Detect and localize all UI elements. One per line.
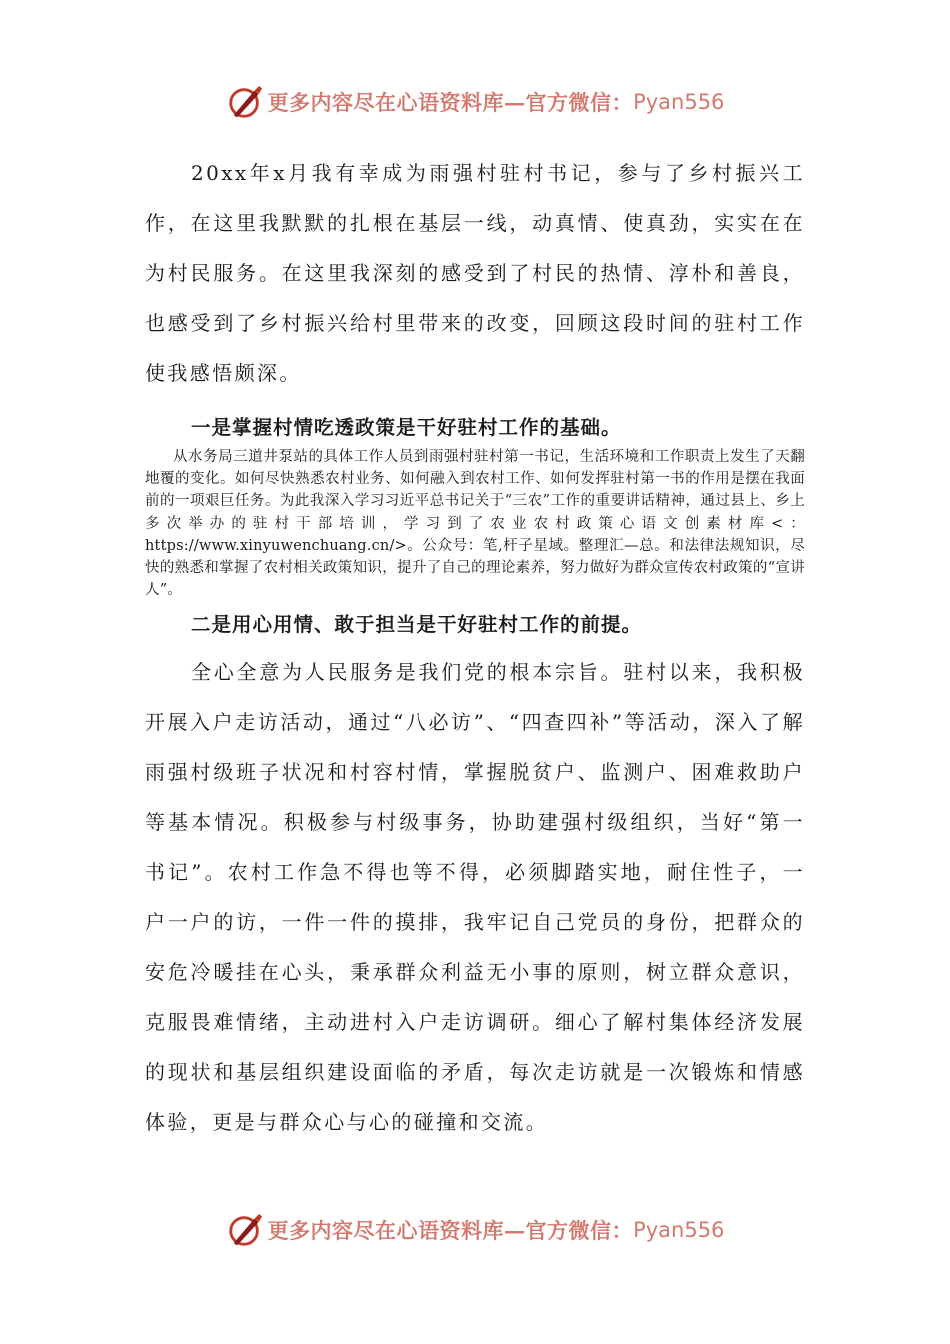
watermark-text: 更多内容尽在心语资料库—官方微信： <box>267 90 634 115</box>
watermark-wechat-id: Pyan556 <box>633 90 725 114</box>
pen-logo-icon <box>226 1211 264 1249</box>
section-heading-1: 一是掌握村情吃透政策是干好驻村工作的基础。 <box>191 416 622 439</box>
section-1-paragraph: 从水务局三道井泵站的具体工作人员到雨强村驻村第一书记，生活环境和工作职责上发生了天翻地覆的变化。如何尽快熟悉农村业务、如何融入到农村工作、如何发挥驻村第一书的作用是摆在我面前的一项艰巨任务。为此我深入学习习近平总书记关于“三农”工作的重要讲话精神，通过县上、乡上多次举办的驻村干部培训，学习到了农业农村政策心语文创素材库<：https://www.xinyuwenchuang.cn/>。公众号：笔,杆子星域。整理汇—总。和法律法规知识，尽快的熟悉和掌握了农村相关政策知识，提升了自己的理论素养，努力做好为群众宣传农村政策的“宣讲人”。 <box>145 449 805 599</box>
pen-logo-icon <box>226 83 264 121</box>
document-body <box>145 148 805 1147</box>
watermark-wechat-id: Pyan556 <box>633 1218 725 1242</box>
section-2-paragraph: 全心全意为人民服务是我们党的根本宗旨。驻村以来，我积极开展入户走访活动，通过“八必访”、“四查四补”等活动，深入了解雨强村级班子状况和村容村情，掌握脱贫户、监测户、困难救助户等基本情况。积极参与村级事务，协助建强村级组织，当好“第一书记”。农村工作急不得也等不得，必须脚踏实地，耐住性子，一户一户的访，一件一件的摸排，我牢记自己党员的身份，把群众的安危冷暖挂在心头，秉承群众利益无小事的原则，树立群众意识，克服畏难情绪，主动进村入户走访调研。细心了解村集体经济发展的现状和基层组织建设面临的矛盾，每次走访就是一次锻炼和情感体验，更是与群众心与心的碰撞和交流。 <box>145 660 805 1135</box>
header-watermark <box>0 82 950 122</box>
watermark-text: 更多内容尽在心语资料库—官方微信： <box>267 1218 634 1243</box>
footer-watermark <box>0 1210 950 1250</box>
intro-paragraph: 20xx年x月我有幸成为雨强村驻村书记，参与了乡村振兴工作，在这里我默默的扎根在基层一线，动真情、使真劲，实实在在为村民服务。在这里我深刻的感受到了村民的热情、淳朴和善良，也感受到了乡村振兴给村里带来的改变，回顾这段时间的驻村工作使我感悟颇深。 <box>145 161 805 385</box>
section-heading-2: 二是用心用情、敢于担当是干好驻村工作的前提。 <box>191 613 643 637</box>
